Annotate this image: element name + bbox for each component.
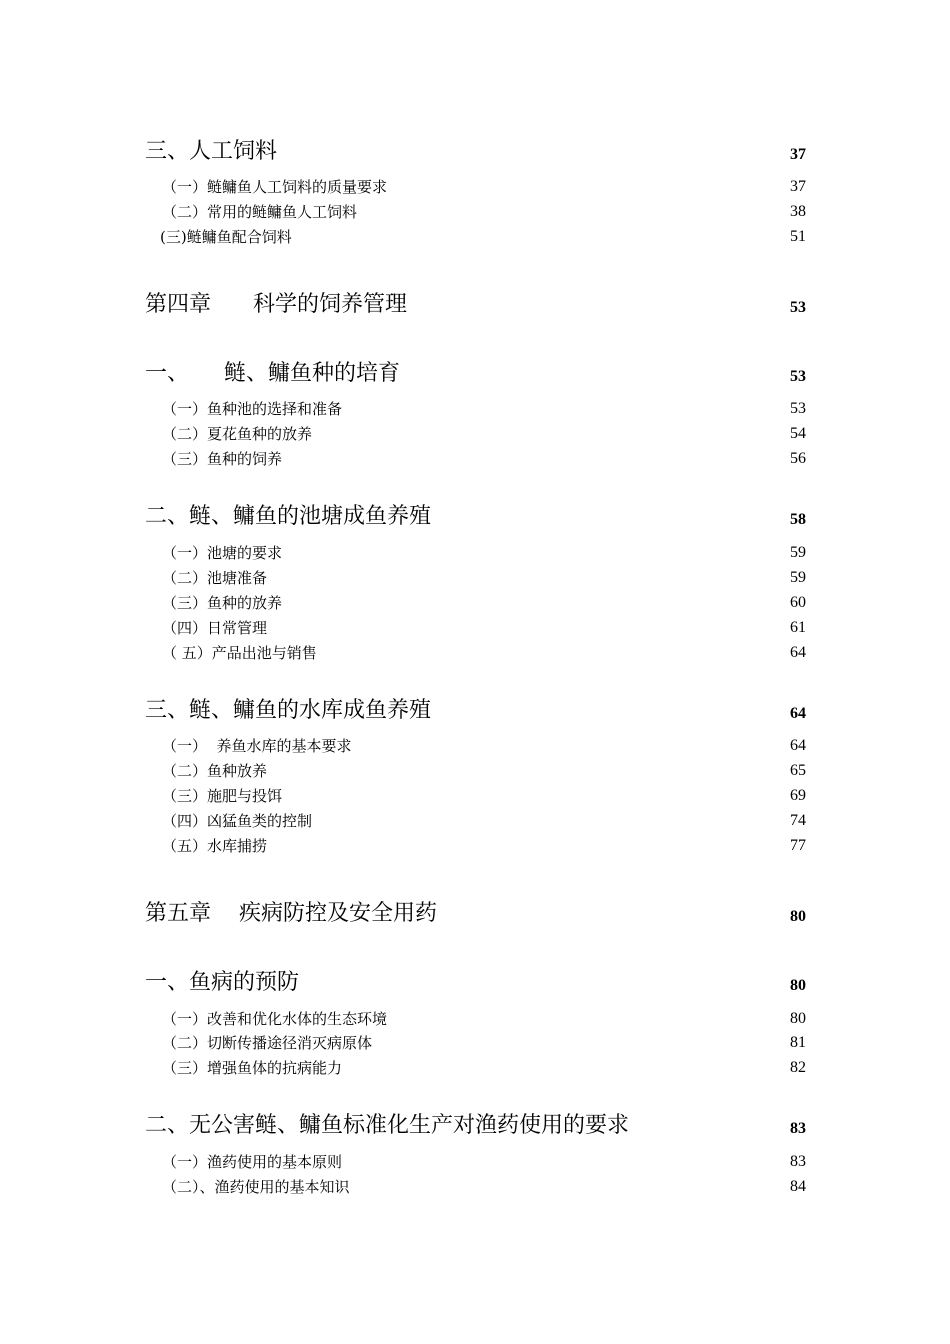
toc-page-number: 80 [790,1010,806,1027]
toc-page-number: 37 [790,178,806,195]
toc-entry-title: （二）常用的鲢鳙鱼人工饲料 [162,203,358,221]
toc-entry-title: （四）日常管理 [162,619,268,637]
toc-entry-title: （四）凶猛鱼类的控制 [162,812,313,830]
toc-page-number: 80 [790,977,806,994]
toc-page-number: 82 [790,1059,806,1076]
toc-page-number: 51 [790,228,806,245]
toc-entry-title: （三）增强鱼体的抗病能力 [162,1059,343,1077]
toc-entry-title: 三、人工饲料 [145,139,278,164]
toc-entry-title: （一）改善和优化水体的生态环境 [162,1010,388,1028]
toc-page-number: 83 [790,1153,806,1170]
toc-page-number: 59 [790,569,806,586]
toc-page-number: 53 [790,368,806,385]
toc-entry-title: (三)鲢鳙鱼配合饲料 [160,228,292,246]
toc-entry-title: （二）切断传播途径消灭病原体 [162,1034,373,1052]
toc-entry-title: （五）水库捕捞 [162,837,268,855]
toc-entry-title: （一）渔药使用的基本原则 [162,1153,343,1171]
toc-page-number: 77 [790,837,806,854]
toc-page-number: 54 [790,425,806,442]
toc-entry-title: 二、鲢、鳙鱼的池塘成鱼养殖 [145,504,432,529]
toc-entry-title: （一）池塘的要求 [162,544,283,562]
toc-entry-title: （二）鱼种放养 [162,762,268,780]
toc-entry-title: 三、鲢、鳙鱼的水库成鱼养殖 [145,698,432,723]
toc-page-number: 37 [790,146,806,163]
toc-entry-title: 一、 鲢、鳙鱼种的培育 [145,361,400,386]
toc-entry-title: （一） 养鱼水库的基本要求 [162,737,352,755]
toc-entry-title: （ 五）产品出池与销售 [162,644,317,662]
toc-page-number: 56 [790,450,806,467]
toc-page-number: 64 [790,644,806,661]
toc-entry-title: 第四章 科学的饲养管理 [145,292,407,317]
toc-page-number: 80 [790,908,806,925]
toc-entry-title: （三）鱼种的放养 [162,594,283,612]
toc-entry-title: （一）鱼种池的选择和准备 [162,400,343,418]
toc-entry-title: （三）施肥与投饵 [162,787,283,805]
toc-page-number: 81 [790,1034,806,1051]
toc-entry-title: 第五章 疾病防控及安全用药 [145,901,437,926]
toc-page-number: 83 [790,1120,806,1137]
toc-page-number: 59 [790,544,806,561]
toc-entry-title: 二、无公害鲢、鳙鱼标准化生产对渔药使用的要求 [145,1113,630,1138]
toc-page-number: 69 [790,787,806,804]
toc-entry-title: （二）夏花鱼种的放养 [162,425,313,443]
toc-page-number: 61 [790,619,806,636]
toc-page-number: 60 [790,594,806,611]
toc-page-number: 64 [790,737,806,754]
toc-entry-title: （二）池塘准备 [162,569,268,587]
toc-page-number: 53 [790,400,806,417]
toc-page-number: 38 [790,203,806,220]
toc-entry-title: 一、鱼病的预防 [145,970,300,995]
toc-entry-title: （三）鱼种的饲养 [162,450,283,468]
toc-page-number: 58 [790,511,806,528]
toc-entry-title: （二）、渔药使用的基本知识 [162,1178,350,1196]
toc-page-number: 53 [790,299,806,316]
toc-page-number: 65 [790,762,806,779]
toc-page-number: 74 [790,812,806,829]
toc-entry-title: （一）鲢鳙鱼人工饲料的质量要求 [162,178,388,196]
toc-page-number: 84 [790,1178,806,1195]
toc-page-number: 64 [790,705,806,722]
